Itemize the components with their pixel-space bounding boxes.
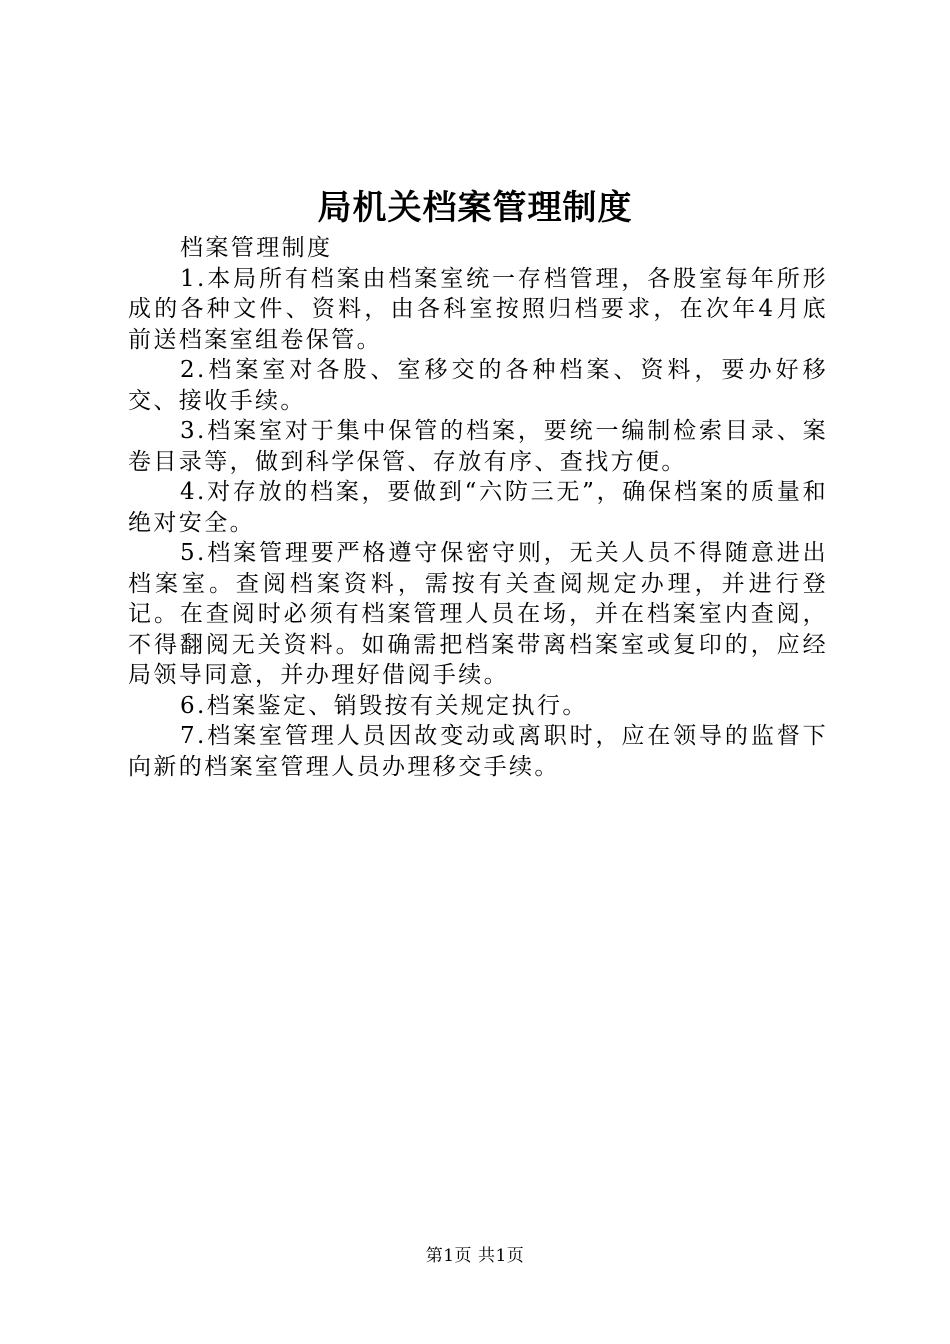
paragraph-3: 3.档案室对于集中保管的档案，要统一编制检索目录、案卷目录等，做到科学保管、存放有序、查找方便。 [128, 418, 828, 475]
document-body [128, 233, 828, 782]
paragraph-4: 4.对存放的档案，要做到“六防三无”，确保档案的质量和绝对安全。 [128, 479, 828, 536]
paragraph-7: 7.档案室管理人员因故变动或离职时，应在领导的监督下向新的档案室管理人员办理移交手续。 [128, 723, 828, 780]
paragraph-2: 2.档案室对各股、室移交的各种档案、资料，要办好移交、接收手续。 [128, 357, 828, 414]
document-title: 局机关档案管理制度 [317, 188, 633, 228]
page-footer: 第1页 共1页 [425, 1246, 525, 1266]
paragraph-6: 6.档案鉴定、销毁按有关规定执行。 [180, 692, 588, 719]
paragraph-1: 1.本局所有档案由档案室统一存档管理，各股室每年所形成的各种文件、资料，由各科室按照归档要求，在次年4月底前送档案室组卷保管。 [128, 265, 828, 353]
paragraph-5: 5.档案管理要严格遵守保密守则，无关人员不得随意进出档案室。查阅档案资料，需按有关查阅规定办理，并进行登记。在查阅时必须有档案管理人员在场，并在档案室内查阅，不得翻阅无关资料。如确需把档案带离档案室或复印的，应经局领导同意，并办理好借阅手续。 [128, 540, 828, 688]
paragraph-heading: 档案管理制度 [180, 235, 333, 261]
